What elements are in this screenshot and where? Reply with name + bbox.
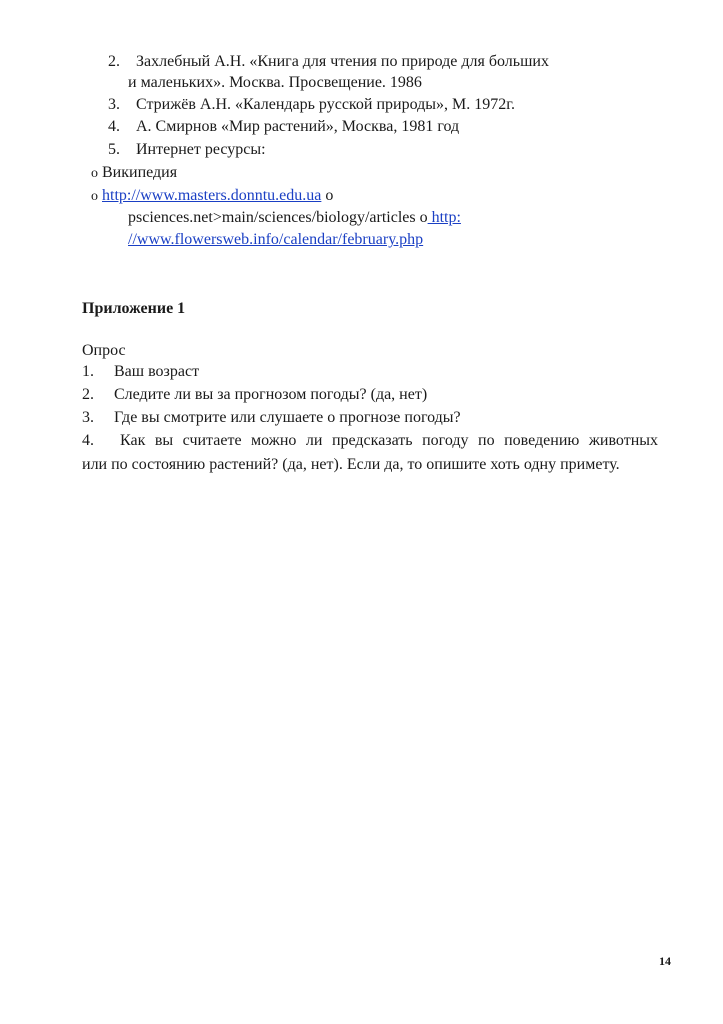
page-number: 14 bbox=[659, 954, 671, 968]
internet-resource-masters bbox=[91, 185, 333, 208]
survey-question-1 bbox=[82, 361, 199, 383]
appendix-title: Приложение 1 bbox=[82, 300, 186, 317]
after-link-bullet: o bbox=[321, 187, 334, 204]
flowersweb-link-start[interactable]: http: bbox=[427, 209, 461, 226]
reference-number: 4. bbox=[108, 118, 120, 135]
flowersweb-link-end-line bbox=[128, 229, 423, 251]
bullet-icon: o bbox=[91, 189, 98, 204]
internet-resource-wiki bbox=[91, 162, 177, 185]
reference-number: 3. bbox=[108, 96, 120, 113]
reference-number: 5. bbox=[108, 141, 120, 158]
reference-item-3 bbox=[108, 94, 515, 116]
survey-question-4-continuation: или по состоянию растений? (да, нет). Если да, то опишите хоть одну примету. bbox=[82, 456, 620, 473]
psciences-path: psciences.net>main/sciences/biology/articles o bbox=[128, 209, 428, 226]
survey-question-2 bbox=[82, 384, 427, 406]
question-text: Ваш возраст bbox=[114, 363, 200, 380]
survey-heading: Опрос bbox=[82, 342, 126, 359]
question-number: 4. bbox=[82, 432, 94, 449]
survey-question-3 bbox=[82, 407, 461, 429]
question-text: Где вы смотрите или слушаете о прогнозе погоды? bbox=[114, 409, 461, 426]
internet-resource-psciences bbox=[128, 207, 461, 229]
reference-item-5 bbox=[108, 139, 266, 161]
wiki-text: Википедия bbox=[102, 164, 178, 181]
question-number: 3. bbox=[82, 409, 94, 426]
reference-text: А. Смирнов «Мир растений», Москва, 1981 год bbox=[136, 118, 460, 135]
flowersweb-link-end[interactable]: //www.flowersweb.info/calendar/february.php bbox=[128, 231, 424, 248]
question-text: Как вы считаете можно ли предсказать погоду по поведению животных bbox=[120, 432, 658, 449]
masters-link[interactable]: http://www.masters.donntu.edu.ua bbox=[102, 187, 322, 204]
reference-item-2 bbox=[108, 51, 549, 73]
reference-text: Интернет ресурсы: bbox=[136, 141, 266, 158]
reference-item-2-continuation: и маленьких». Москва. Просвещение. 1986 bbox=[128, 74, 422, 91]
bullet-icon: o bbox=[91, 166, 98, 181]
question-text: Следите ли вы за прогнозом погоды? (да, нет) bbox=[114, 386, 428, 403]
reference-item-4 bbox=[108, 116, 459, 138]
survey-question-4 bbox=[82, 430, 658, 452]
question-number: 1. bbox=[82, 363, 94, 380]
question-number: 2. bbox=[82, 386, 94, 403]
reference-number: 2. bbox=[108, 53, 120, 70]
reference-text: Захлебный А.Н. «Книга для чтения по природе для больших bbox=[136, 53, 549, 70]
reference-text: Стрижёв А.Н. «Календарь русской природы», М. 1972г. bbox=[136, 96, 515, 113]
